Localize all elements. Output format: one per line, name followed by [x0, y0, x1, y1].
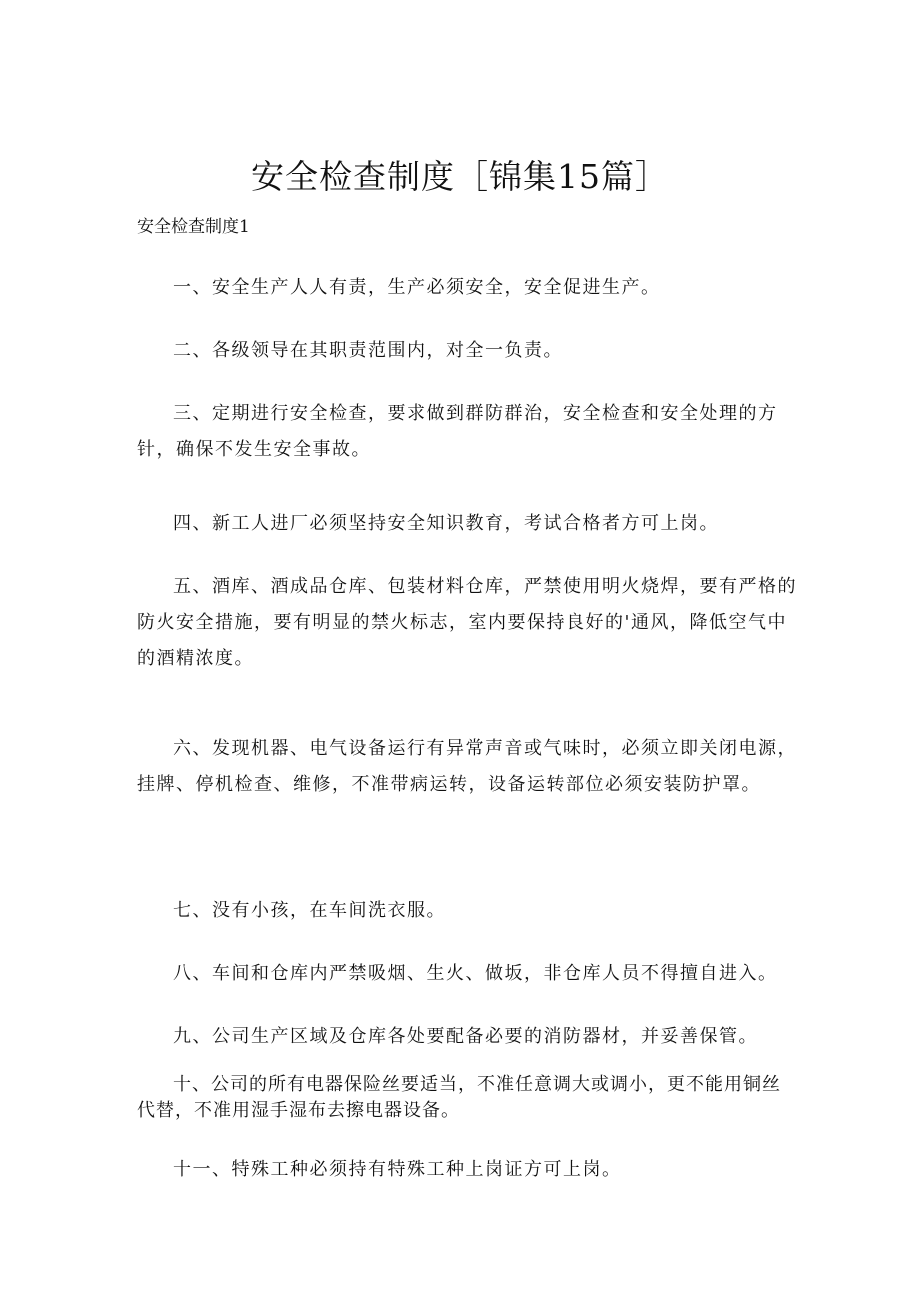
section-heading: 安全检查制度1: [137, 217, 250, 237]
paragraph-2: 二、各级领导在其职责范围内，对全一负责。: [173, 340, 563, 361]
paragraph-8: 八、车间和仓库内严禁吸烟、生火、做坂，非仓库人员不得擅自进入。: [173, 963, 778, 984]
paragraph-1: 一、安全生产人人有责，生产必须安全，安全促进生产。: [173, 277, 661, 298]
paragraph-3: 三、定期进行安全检查，要求做到群防群治，安全检查和安全处理的方针，确保不发生安全事故。: [137, 403, 778, 460]
paragraph-9: 九、公司生产区域及仓库各处要配备必要的消防器材，并妥善保管。: [173, 1026, 758, 1047]
paragraph-4: 四、新工人进厂必须坚持安全知识教育，考试合格者方可上岗。: [173, 513, 719, 534]
document-title: 安全检查制度［锦集15篇］: [251, 157, 669, 196]
paragraph-7: 七、没有小孩，在车间洗衣服。: [173, 900, 446, 921]
paragraph-11: 十一、特殊工种必须持有特殊工种上岗证方可上岗。: [173, 1159, 622, 1180]
paragraph-10: 十、公司的所有电器保险丝要适当，不准任意调大或调小，更不能用铜丝代替，不准用湿手湿布去擦电器设备。: [137, 1074, 781, 1121]
paragraph-5: 五、酒库、酒成品仓库、包装材料仓库，严禁使用明火烧焊，要有严格的防火安全措施，要有明显的禁火标志，室内要保持良好的'通风，降低空气中的酒精浓度。: [137, 576, 797, 669]
paragraph-6: 六、发现机器、电气设备运行有异常声音或气味时，必须立即关闭电源，挂牌、停机检查、维修，不准带病运转，设备运转部位必须安装防护罩。: [137, 738, 797, 795]
